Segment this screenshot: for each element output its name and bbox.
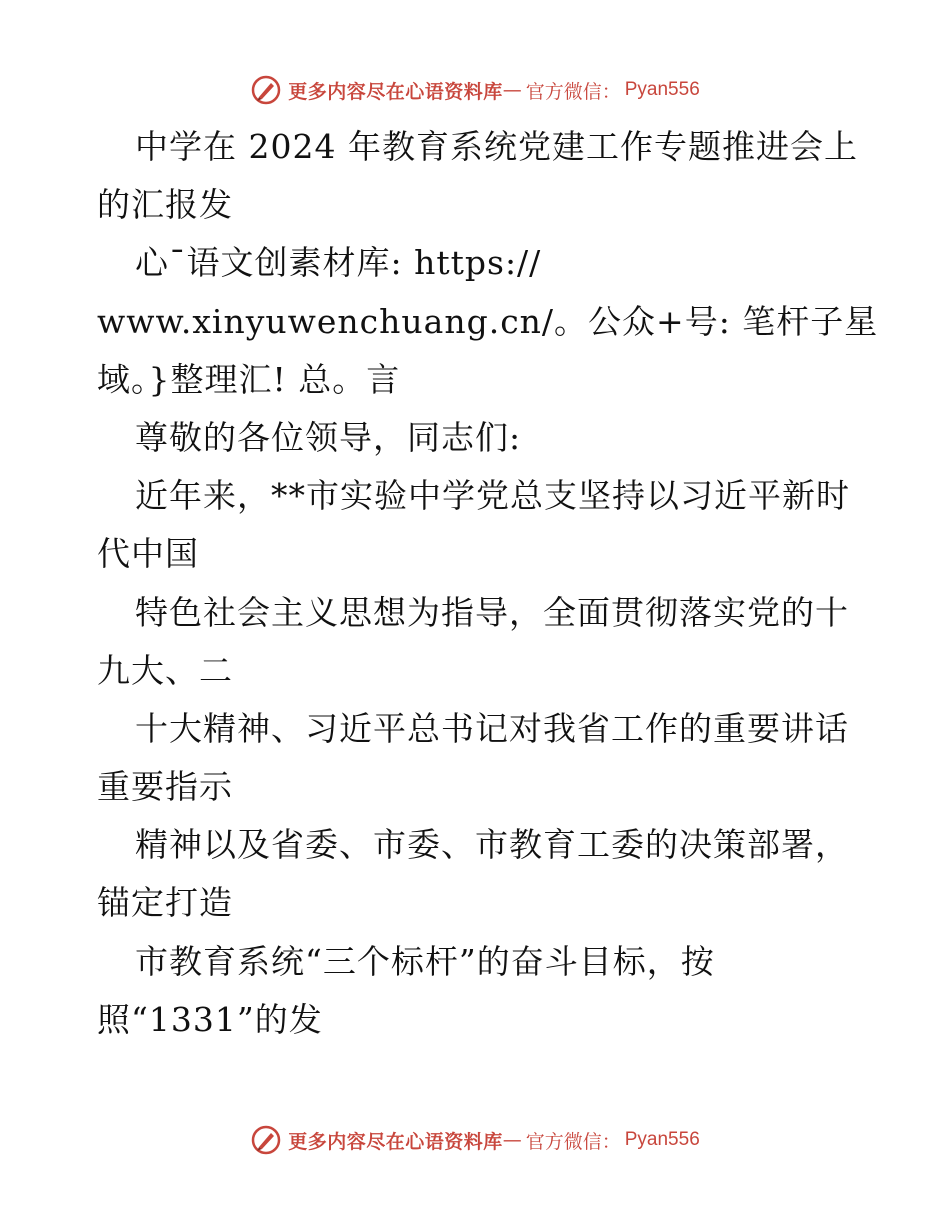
document-line: 锚定打造 [97, 883, 233, 923]
document-line: 十大精神、习近平总书记对我省工作的重要讲话 [135, 708, 849, 748]
header-banner [0, 70, 950, 110]
document-line: 特色社会主义思想为指导，全面贯彻落实党的十 [135, 592, 849, 632]
document-body [97, 118, 887, 1049]
banner-separator: — [502, 79, 522, 101]
document-line: 照“1331”的发 [97, 999, 323, 1039]
document-line: 近年来，**市实验中学党总支坚持以习近平新时 [135, 476, 850, 516]
pen-logo-icon [250, 74, 282, 106]
document-line: 心¯语文创素材库: https:// [135, 243, 542, 283]
document-line: 尊敬的各位领导，同志们: [135, 417, 522, 457]
pen-logo-icon [250, 1124, 282, 1156]
document-line: 的汇报发 [97, 185, 233, 225]
banner-wechat-id: Pyan556 [624, 79, 700, 100]
document-line: 域。}整理汇! 总。言 [97, 359, 401, 399]
banner-wechat-label: 官方微信： [525, 80, 621, 103]
document-line: 重要指示 [97, 767, 233, 807]
document-line: 中学在 2024 年教育系统党建工作专题推进会上 [135, 127, 858, 166]
banner-text: 更多内容尽在心语资料库 [288, 80, 503, 103]
document-line: 精神以及省委、市委、市教育工委的决策部署， [135, 825, 849, 865]
banner-wechat-id: Pyan556 [624, 1129, 700, 1150]
document-line: 代中国 [97, 534, 199, 574]
banner-text: 更多内容尽在心语资料库 [288, 1130, 503, 1153]
document-line: 九大、二 [97, 650, 233, 690]
document-line: www.xinyuwenchuang.cn/。公众+号: 笔杆子星 [97, 301, 879, 341]
banner-separator: — [502, 1129, 522, 1151]
document-line: 市教育系统“三个标杆”的奋斗目标，按 [135, 941, 715, 981]
footer-banner [0, 1120, 950, 1160]
banner-wechat-label: 官方微信： [525, 1130, 621, 1153]
